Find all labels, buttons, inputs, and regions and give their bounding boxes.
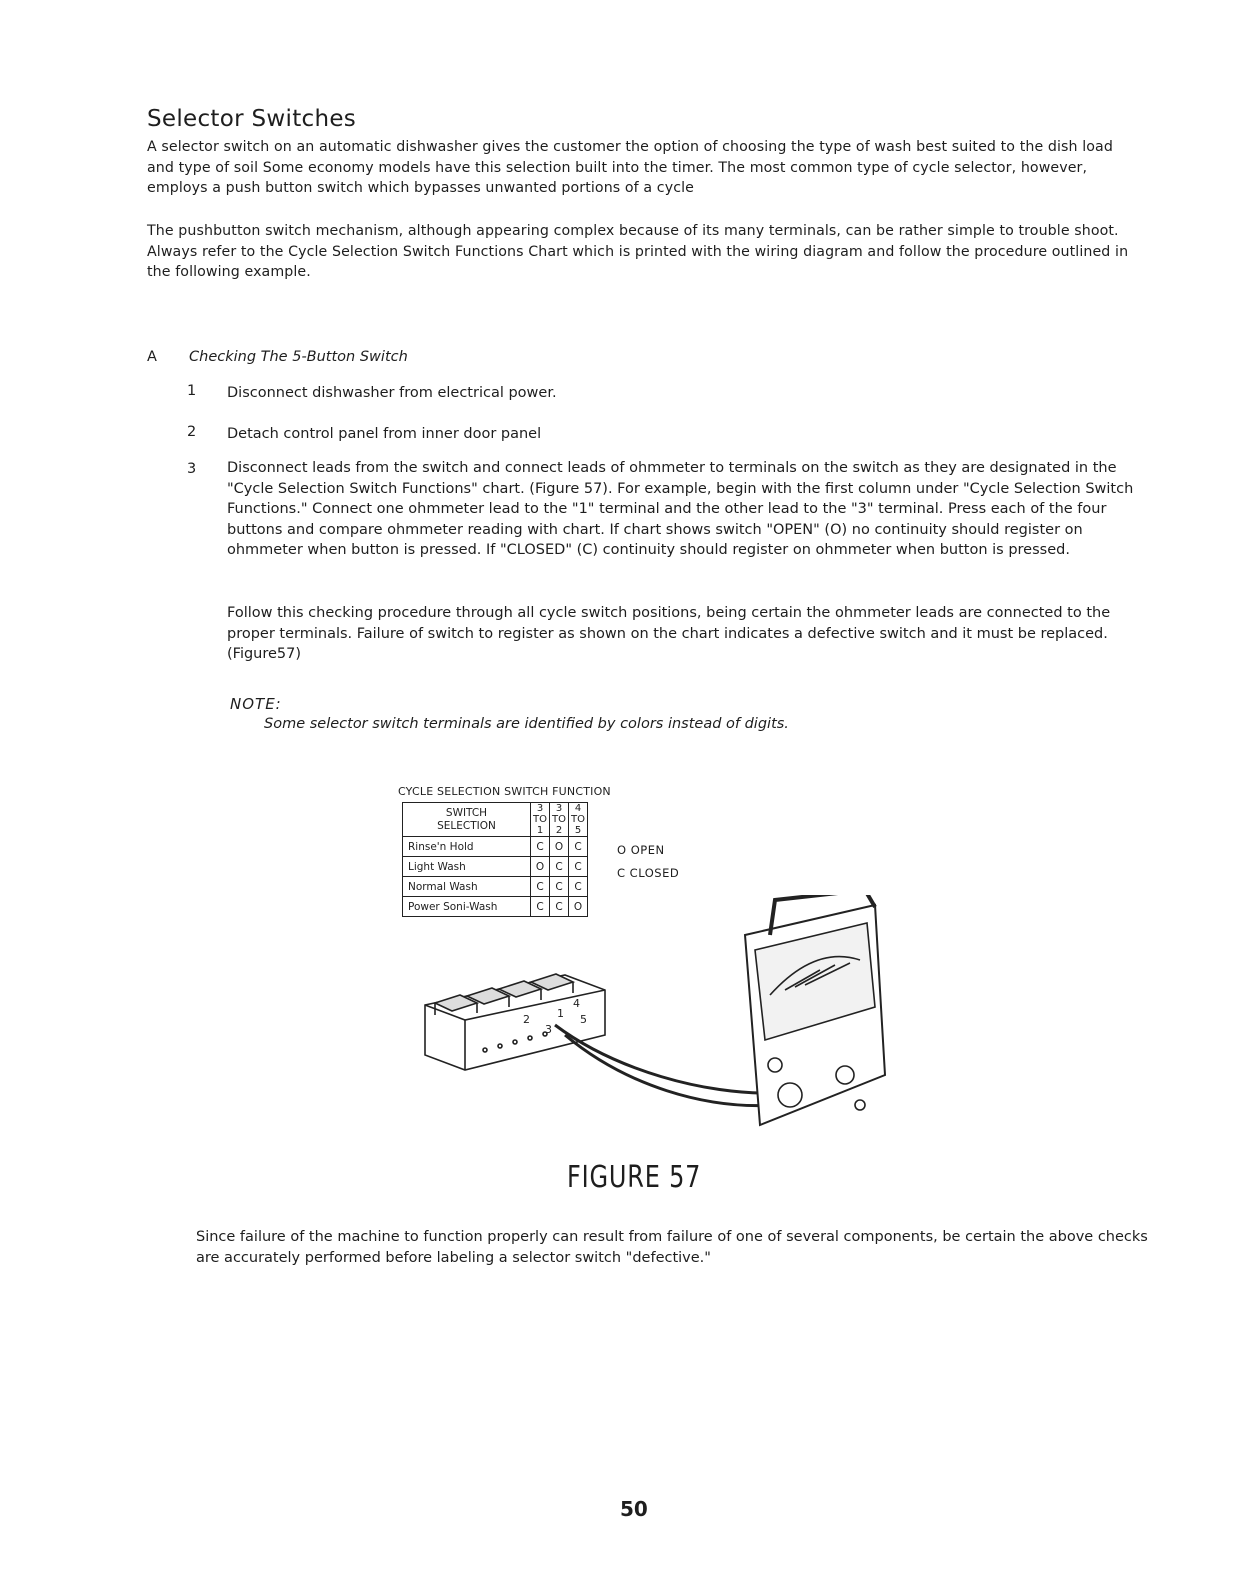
table-cell: C — [550, 877, 569, 897]
row-label: Light Wash — [403, 857, 531, 877]
step-number: 2 — [187, 424, 197, 440]
table-cell: C — [569, 857, 588, 877]
legend-closed: C CLOSED — [617, 866, 680, 880]
closing-paragraph: Since failure of the machine to function properly can result from failure of one of several components, be certain the above checks are accurately performed before labeling a selector switch "defective." — [196, 1229, 1148, 1266]
row-label: Normal Wash — [403, 877, 531, 897]
intro-paragraph: A selector switch on an automatic dishwasher gives the customer the option of choosing the type of wash best suited to the dish load and type of soil Some economy models have this selection built into the timer. The most common type of cycle selector, however, employs a push button switch which bypasses unwanted portions of a cycle — [147, 139, 1113, 196]
row-label: Power Soni-Wash — [403, 897, 531, 917]
terminal-label: 5 — [580, 1013, 587, 1026]
column-header: 4 TO 5 — [569, 803, 588, 837]
row-label: Rinse'n Hold — [403, 837, 531, 857]
terminal-label: 3 — [545, 1023, 552, 1036]
page-heading: Selector Switches — [147, 106, 357, 132]
table-cell: C — [531, 877, 550, 897]
table-cell: C — [531, 837, 550, 857]
switch-selection-header: SWITCH SELECTION — [403, 803, 531, 837]
step-text: Disconnect dishwasher from electrical power. — [227, 385, 557, 401]
table-cell: C — [531, 897, 550, 917]
note-text: Some selector switch terminals are identified by colors instead of digits. — [264, 716, 789, 732]
table-header-row — [403, 803, 588, 837]
section-letter: A — [147, 349, 157, 365]
figure-caption: FIGURE 57 — [567, 1160, 702, 1195]
terminal-label: 1 — [557, 1007, 564, 1020]
page-number: 50 — [620, 1497, 648, 1521]
table-cell: C — [569, 877, 588, 897]
step-number: 1 — [187, 383, 197, 399]
table-cell: C — [569, 837, 588, 857]
table-cell: O — [569, 897, 588, 917]
section-title: Checking The 5-Button Switch — [189, 349, 408, 365]
column-header: 3 TO 1 — [531, 803, 550, 837]
table-row — [403, 857, 588, 877]
step-text: Disconnect leads from the switch and connect leads of ohmmeter to terminals on the switch as they are designated in the "Cycle Selection Switch Functions" chart. (Figure 57). For example, begin with the first column under "Cycle Selection Switch Functions." Connect one ohmmeter lead to the "1" terminal and the other lead to the "3" terminal. Press each of the four buttons and compare ohmmeter reading with chart. If chart shows switch "OPEN" (O) no continuity should register on ohmmeter when button is pressed. If "CLOSED" (C) continuity should register on ohmmeter when button is pressed. — [227, 460, 1134, 558]
ohmmeter-and-pushbutton-switch-icon — [405, 895, 905, 1175]
column-header: 3 TO 2 — [550, 803, 569, 837]
step-number: 3 — [187, 461, 197, 477]
legend-open: O OPEN — [617, 843, 665, 857]
table-cell: C — [550, 897, 569, 917]
follow-paragraph: Follow this checking procedure through all cycle switch positions, being certain the ohmmeter leads are connected to the proper terminals. Failure of switch to register as shown on the chart indicates a defective switch and it must be replaced. (Figure57) — [227, 605, 1111, 662]
chart-title: CYCLE SELECTION SWITCH FUNCTION — [398, 785, 611, 798]
terminal-label: 4 — [573, 997, 580, 1010]
table-cell: O — [550, 837, 569, 857]
procedure-paragraph: The pushbutton switch mechanism, although appearing complex because of its many terminals, can be rather simple to trouble shoot. Always refer to the Cycle Selection Switch Functions Chart which is printed with the wiring diagram and follow the procedure outlined in the following example. — [147, 223, 1129, 280]
step-text: Detach control panel from inner door panel — [227, 426, 542, 442]
table-row — [403, 877, 588, 897]
note-label: NOTE: — [230, 695, 282, 713]
table-cell: C — [550, 857, 569, 877]
table-cell: O — [531, 857, 550, 877]
table-row — [403, 837, 588, 857]
terminal-label: 2 — [523, 1013, 530, 1026]
section-heading — [147, 349, 408, 365]
